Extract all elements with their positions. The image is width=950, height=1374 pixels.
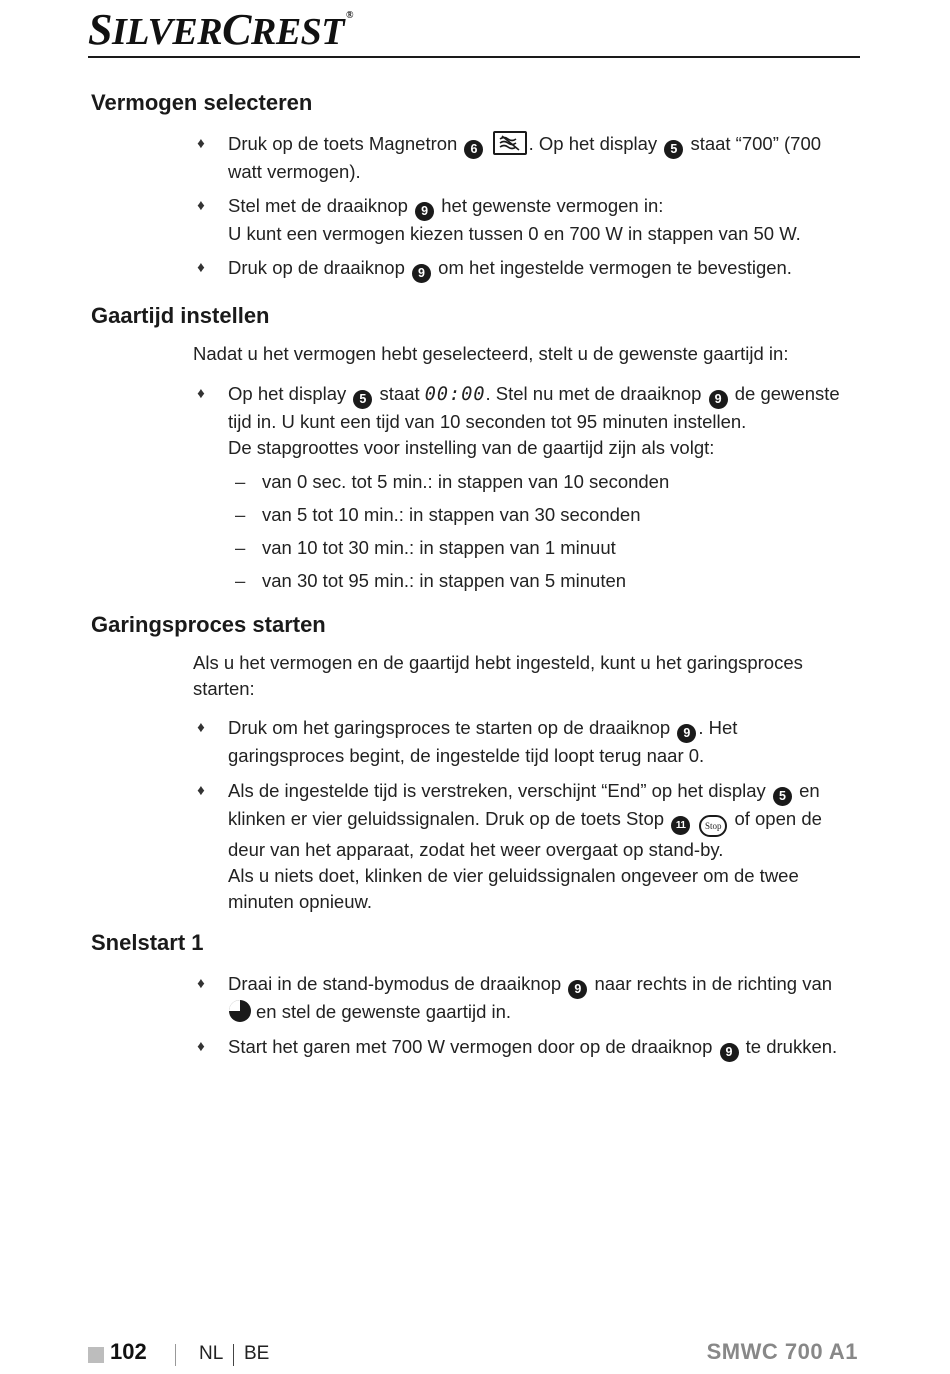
section-title-vermogen: Vermogen selecteren (91, 90, 313, 115)
knob-number-badge: 9 (709, 390, 728, 409)
section-title-snelstart: Snelstart 1 (91, 930, 204, 955)
header-divider (88, 56, 860, 58)
section-title-gaartijd: Gaartijd instellen (91, 303, 270, 328)
step-item: – van 10 tot 30 min.: in stappen van 1 minuut (235, 537, 616, 558)
bullet-icon: ♦ (197, 782, 205, 799)
display-number-badge: 5 (773, 787, 792, 806)
section-intro: Als u het vermogen en de gaartijd hebt ingesteld, kunt u het garingsproces starten: (193, 652, 803, 699)
knob-number-badge: 9 (677, 724, 696, 743)
step-item: – van 5 tot 10 min.: in stappen van 30 seconden (235, 504, 641, 525)
list-item: ♦ Druk om het garingsproces te starten op de draaiknop 9 . Het garingsproces begint, de ingestelde tijd loopt terug naar 0. (193, 715, 858, 769)
microwave-button-icon (493, 131, 527, 155)
brand-logo: SILVERCREST ® (88, 5, 354, 54)
list-item: ♦ Als de ingestelde tijd is verstreken, verschijnt “End” op het display 5 en klinken er vier geluidssignalen. Druk op de toets Stop 11 Stop of open de deur van het apparaat, zodat het weer overgaat op stand-by. Als u niets doet, klinken de vier geluidssignalen ongeveer om de twee minuten opnieuw. (193, 778, 858, 915)
bullet-icon: ♦ (197, 975, 205, 992)
stop-button-icon: Stop (699, 815, 727, 837)
language-code: BE (244, 1343, 270, 1364)
list-item: ♦ Op het display 5 staat 00:00. Stel nu met de draaiknop 9 de gewenste tijd in. U kunt een tijd van 10 seconden tot 95 minuten instellen. De stapgroottes voor instelling van de gaartijd zijn als volgt: (193, 381, 858, 461)
component-number-badge: 6 (464, 140, 483, 159)
knob-number-badge: 9 (412, 264, 431, 283)
footer-divider (233, 1344, 234, 1366)
stop-number-badge: 11 (671, 816, 690, 835)
step-item: – van 0 sec. tot 5 min.: in stappen van 10 seconden (235, 471, 670, 492)
list-item: ♦ Draai in de stand-bymodus de draaiknop 9 naar rechts in de richting van en stel de gewenste gaartijd in. (193, 971, 858, 1025)
bullet-icon: ♦ (197, 259, 205, 276)
clock-quadrant-icon (228, 999, 252, 1023)
knob-number-badge: 9 (568, 980, 587, 999)
list-item: ♦ Start het garen met 700 W vermogen door op de draaiknop 9 te drukken. (193, 1034, 858, 1062)
section-title-garing: Garingsproces starten (91, 612, 326, 637)
display-number-badge: 5 (353, 390, 372, 409)
lcd-time-readout: 00:00 (424, 384, 486, 405)
list-item: ♦ Druk op de toets Magnetron 6 . Op het display 5 staat “700” (700 watt vermogen). (193, 131, 858, 185)
bullet-icon: ♦ (197, 135, 205, 152)
bullet-icon: ♦ (197, 197, 205, 214)
bullet-icon: ♦ (197, 385, 205, 402)
footer-marker (88, 1347, 104, 1363)
page-footer (88, 1339, 860, 1369)
model-number: SMWC 700 A1 (706, 1339, 858, 1364)
list-item: ♦ Druk op de draaiknop 9 om het ingestelde vermogen te bevestigen. (193, 255, 858, 283)
bullet-icon: ♦ (197, 1038, 205, 1055)
footer-divider (175, 1344, 176, 1366)
page-number: 102 (110, 1339, 147, 1364)
display-number-badge: 5 (664, 140, 683, 159)
language-code: NL (199, 1343, 224, 1364)
knob-number-badge: 9 (415, 202, 434, 221)
step-item: – van 30 tot 95 min.: in stappen van 5 minuten (235, 570, 627, 591)
list-item: ♦ Stel met de draaiknop 9 het gewenste vermogen in: U kunt een vermogen kiezen tussen 0 en 700 W in stappen van 50 W. (193, 193, 858, 247)
knob-number-badge: 9 (720, 1043, 739, 1062)
bullet-icon: ♦ (197, 719, 205, 736)
section-intro: Nadat u het vermogen hebt geselecteerd, stelt u de gewenste gaartijd in: (193, 343, 789, 364)
